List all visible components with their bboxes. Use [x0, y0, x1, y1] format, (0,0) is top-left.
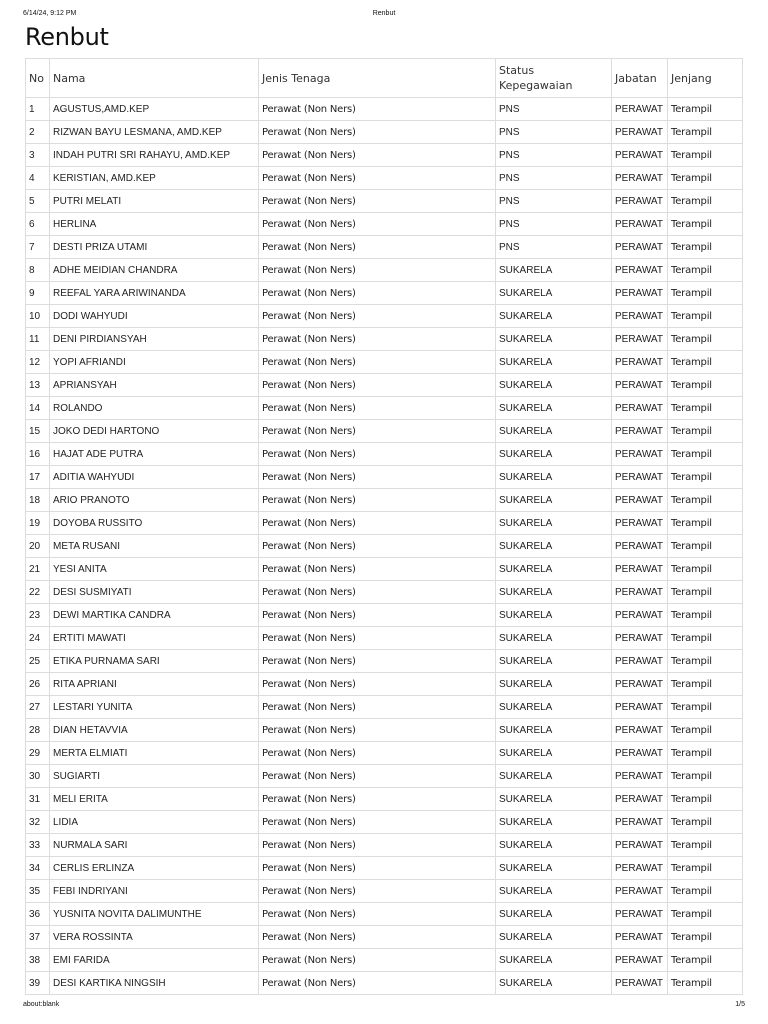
cell-jenis-tenaga: Perawat (Non Ners) [259, 351, 496, 374]
cell-jenjang: Terampil [668, 236, 743, 259]
cell-jabatan: PERAWAT [612, 834, 668, 857]
cell-jenjang: Terampil [668, 696, 743, 719]
cell-status-kepegawaian: PNS [496, 190, 612, 213]
cell-jenis-tenaga: Perawat (Non Ners) [259, 926, 496, 949]
cell-nama: RITA APRIANI [50, 673, 259, 696]
table-row [26, 765, 743, 788]
table-row [26, 903, 743, 926]
cell-no: 20 [26, 535, 50, 558]
cell-status-kepegawaian: SUKARELA [496, 650, 612, 673]
cell-jabatan: PERAWAT [612, 236, 668, 259]
cell-status-kepegawaian: SUKARELA [496, 535, 612, 558]
cell-status-kepegawaian: SUKARELA [496, 949, 612, 972]
cell-status-kepegawaian: SUKARELA [496, 765, 612, 788]
cell-jenis-tenaga: Perawat (Non Ners) [259, 420, 496, 443]
cell-no: 25 [26, 650, 50, 673]
cell-nama: REEFAL YARA ARIWINANDA [50, 282, 259, 305]
cell-jabatan: PERAWAT [612, 949, 668, 972]
cell-status-kepegawaian: SUKARELA [496, 719, 612, 742]
cell-jenjang: Terampil [668, 512, 743, 535]
table-row [26, 167, 743, 190]
cell-status-kepegawaian: PNS [496, 144, 612, 167]
cell-jenjang: Terampil [668, 926, 743, 949]
cell-jenjang: Terampil [668, 834, 743, 857]
cell-nama: MERTA ELMIATI [50, 742, 259, 765]
cell-status-kepegawaian: SUKARELA [496, 581, 612, 604]
cell-nama: EMI FARIDA [50, 949, 259, 972]
cell-jenjang: Terampil [668, 282, 743, 305]
cell-jenis-tenaga: Perawat (Non Ners) [259, 190, 496, 213]
cell-no: 21 [26, 558, 50, 581]
cell-jenjang: Terampil [668, 673, 743, 696]
cell-nama: MELI ERITA [50, 788, 259, 811]
cell-status-kepegawaian: SUKARELA [496, 742, 612, 765]
cell-jabatan: PERAWAT [612, 144, 668, 167]
cell-jabatan: PERAWAT [612, 673, 668, 696]
column-header-jenis-tenaga: Jenis Tenaga [259, 59, 496, 98]
cell-jenis-tenaga: Perawat (Non Ners) [259, 259, 496, 282]
cell-nama: AGUSTUS,AMD.KEP [50, 98, 259, 121]
cell-jabatan: PERAWAT [612, 880, 668, 903]
cell-jenjang: Terampil [668, 351, 743, 374]
table-row [26, 374, 743, 397]
cell-no: 33 [26, 834, 50, 857]
cell-nama: NURMALA SARI [50, 834, 259, 857]
cell-jenjang: Terampil [668, 98, 743, 121]
table-row [26, 535, 743, 558]
table-row [26, 696, 743, 719]
cell-jabatan: PERAWAT [612, 443, 668, 466]
cell-no: 6 [26, 213, 50, 236]
cell-jabatan: PERAWAT [612, 788, 668, 811]
cell-jenjang: Terampil [668, 903, 743, 926]
cell-status-kepegawaian: SUKARELA [496, 972, 612, 995]
cell-jenjang: Terampil [668, 811, 743, 834]
cell-status-kepegawaian: SUKARELA [496, 466, 612, 489]
cell-jabatan: PERAWAT [612, 374, 668, 397]
table-row [26, 719, 743, 742]
cell-nama: LIDIA [50, 811, 259, 834]
cell-status-kepegawaian: PNS [496, 121, 612, 144]
cell-no: 32 [26, 811, 50, 834]
cell-jenis-tenaga: Perawat (Non Ners) [259, 236, 496, 259]
cell-jenis-tenaga: Perawat (Non Ners) [259, 949, 496, 972]
table-row [26, 190, 743, 213]
cell-jabatan: PERAWAT [612, 420, 668, 443]
cell-jenis-tenaga: Perawat (Non Ners) [259, 719, 496, 742]
cell-jabatan: PERAWAT [612, 489, 668, 512]
cell-jenis-tenaga: Perawat (Non Ners) [259, 627, 496, 650]
cell-no: 35 [26, 880, 50, 903]
cell-jenjang: Terampil [668, 443, 743, 466]
table-row [26, 926, 743, 949]
column-header-jabatan: Jabatan [612, 59, 668, 98]
cell-jenis-tenaga: Perawat (Non Ners) [259, 880, 496, 903]
table-row [26, 466, 743, 489]
cell-status-kepegawaian: SUKARELA [496, 880, 612, 903]
table-row [26, 443, 743, 466]
print-date: 6/14/24, 9:12 PM [23, 10, 77, 17]
cell-jenjang: Terampil [668, 880, 743, 903]
cell-status-kepegawaian: PNS [496, 236, 612, 259]
cell-no: 26 [26, 673, 50, 696]
cell-nama: ADHE MEIDIAN CHANDRA [50, 259, 259, 282]
cell-nama: YESI ANITA [50, 558, 259, 581]
cell-jenjang: Terampil [668, 949, 743, 972]
cell-jabatan: PERAWAT [612, 650, 668, 673]
cell-jenis-tenaga: Perawat (Non Ners) [259, 397, 496, 420]
cell-jenis-tenaga: Perawat (Non Ners) [259, 903, 496, 926]
table-row [26, 972, 743, 995]
cell-no: 34 [26, 857, 50, 880]
cell-nama: DOYOBA RUSSITO [50, 512, 259, 535]
cell-no: 37 [26, 926, 50, 949]
cell-jenjang: Terampil [668, 167, 743, 190]
cell-status-kepegawaian: SUKARELA [496, 857, 612, 880]
cell-jabatan: PERAWAT [612, 466, 668, 489]
cell-nama: YUSNITA NOVITA DALIMUNTHE [50, 903, 259, 926]
cell-nama: HERLINA [50, 213, 259, 236]
cell-nama: LESTARI YUNITA [50, 696, 259, 719]
cell-nama: DIAN HETAVVIA [50, 719, 259, 742]
print-header [23, 10, 745, 22]
table-row [26, 949, 743, 972]
cell-jabatan: PERAWAT [612, 259, 668, 282]
page-title: Renbut [25, 23, 109, 51]
table-body [26, 98, 743, 995]
table-row [26, 259, 743, 282]
cell-no: 38 [26, 949, 50, 972]
cell-jenis-tenaga: Perawat (Non Ners) [259, 121, 496, 144]
table-row [26, 305, 743, 328]
cell-jenis-tenaga: Perawat (Non Ners) [259, 558, 496, 581]
print-footer [23, 1001, 745, 1011]
cell-nama: ROLANDO [50, 397, 259, 420]
cell-no: 27 [26, 696, 50, 719]
cell-status-kepegawaian: SUKARELA [496, 834, 612, 857]
cell-nama: DEWI MARTIKA CANDRA [50, 604, 259, 627]
column-header-nama: Nama [50, 59, 259, 98]
table-row [26, 397, 743, 420]
cell-no: 16 [26, 443, 50, 466]
table-row [26, 98, 743, 121]
table-row [26, 282, 743, 305]
cell-jabatan: PERAWAT [612, 213, 668, 236]
cell-no: 29 [26, 742, 50, 765]
cell-status-kepegawaian: SUKARELA [496, 374, 612, 397]
cell-status-kepegawaian: SUKARELA [496, 673, 612, 696]
cell-nama: JOKO DEDI HARTONO [50, 420, 259, 443]
cell-no: 13 [26, 374, 50, 397]
cell-jabatan: PERAWAT [612, 535, 668, 558]
cell-jenjang: Terampil [668, 489, 743, 512]
cell-jenis-tenaga: Perawat (Non Ners) [259, 673, 496, 696]
cell-jenjang: Terampil [668, 742, 743, 765]
table-row [26, 742, 743, 765]
cell-jenjang: Terampil [668, 305, 743, 328]
cell-jabatan: PERAWAT [612, 305, 668, 328]
cell-jabatan: PERAWAT [612, 765, 668, 788]
cell-status-kepegawaian: SUKARELA [496, 259, 612, 282]
cell-no: 24 [26, 627, 50, 650]
column-header-jenjang: Jenjang [668, 59, 743, 98]
cell-jenis-tenaga: Perawat (Non Ners) [259, 328, 496, 351]
cell-nama: APRIANSYAH [50, 374, 259, 397]
cell-jenjang: Terampil [668, 328, 743, 351]
cell-jenjang: Terampil [668, 213, 743, 236]
cell-jabatan: PERAWAT [612, 742, 668, 765]
table-row [26, 627, 743, 650]
cell-jenjang: Terampil [668, 190, 743, 213]
cell-no: 14 [26, 397, 50, 420]
cell-jabatan: PERAWAT [612, 98, 668, 121]
cell-jenis-tenaga: Perawat (Non Ners) [259, 972, 496, 995]
column-header-status-kepegawaian: Status Kepegawaian [496, 59, 612, 98]
cell-jenis-tenaga: Perawat (Non Ners) [259, 374, 496, 397]
cell-jabatan: PERAWAT [612, 627, 668, 650]
cell-jabatan: PERAWAT [612, 972, 668, 995]
cell-no: 5 [26, 190, 50, 213]
table-row [26, 328, 743, 351]
table-row [26, 489, 743, 512]
cell-nama: HAJAT ADE PUTRA [50, 443, 259, 466]
cell-jenis-tenaga: Perawat (Non Ners) [259, 788, 496, 811]
cell-status-kepegawaian: SUKARELA [496, 558, 612, 581]
table-row [26, 788, 743, 811]
cell-jenjang: Terampil [668, 397, 743, 420]
cell-status-kepegawaian: SUKARELA [496, 282, 612, 305]
cell-jenis-tenaga: Perawat (Non Ners) [259, 512, 496, 535]
table-row [26, 581, 743, 604]
cell-nama: ETIKA PURNAMA SARI [50, 650, 259, 673]
page-number: 1/5 [735, 1001, 745, 1008]
cell-nama: DESTI PRIZA UTAMI [50, 236, 259, 259]
cell-no: 7 [26, 236, 50, 259]
staff-table [25, 58, 743, 995]
cell-jenis-tenaga: Perawat (Non Ners) [259, 696, 496, 719]
cell-no: 23 [26, 604, 50, 627]
cell-jenjang: Terampil [668, 581, 743, 604]
table-header-row [26, 59, 743, 98]
cell-status-kepegawaian: SUKARELA [496, 811, 612, 834]
table-row [26, 420, 743, 443]
cell-jenis-tenaga: Perawat (Non Ners) [259, 811, 496, 834]
cell-jenis-tenaga: Perawat (Non Ners) [259, 834, 496, 857]
cell-no: 36 [26, 903, 50, 926]
table-row [26, 213, 743, 236]
cell-nama: META RUSANI [50, 535, 259, 558]
cell-jenis-tenaga: Perawat (Non Ners) [259, 98, 496, 121]
cell-jabatan: PERAWAT [612, 857, 668, 880]
cell-status-kepegawaian: SUKARELA [496, 512, 612, 535]
cell-nama: VERA ROSSINTA [50, 926, 259, 949]
cell-no: 1 [26, 98, 50, 121]
cell-jenis-tenaga: Perawat (Non Ners) [259, 144, 496, 167]
cell-no: 19 [26, 512, 50, 535]
cell-jenis-tenaga: Perawat (Non Ners) [259, 765, 496, 788]
cell-jabatan: PERAWAT [612, 926, 668, 949]
cell-jenjang: Terampil [668, 857, 743, 880]
cell-nama: ADITIA WAHYUDI [50, 466, 259, 489]
cell-no: 18 [26, 489, 50, 512]
table-row [26, 351, 743, 374]
table-row [26, 144, 743, 167]
cell-no: 10 [26, 305, 50, 328]
cell-jenis-tenaga: Perawat (Non Ners) [259, 742, 496, 765]
column-header-no: No [26, 59, 50, 98]
cell-status-kepegawaian: SUKARELA [496, 420, 612, 443]
cell-jabatan: PERAWAT [612, 903, 668, 926]
cell-status-kepegawaian: SUKARELA [496, 627, 612, 650]
table-row [26, 857, 743, 880]
cell-jenjang: Terampil [668, 535, 743, 558]
cell-nama: SUGIARTI [50, 765, 259, 788]
print-url: about:blank [23, 1001, 60, 1008]
cell-no: 30 [26, 765, 50, 788]
cell-nama: DENI PIRDIANSYAH [50, 328, 259, 351]
cell-no: 3 [26, 144, 50, 167]
cell-nama: DESI KARTIKA NINGSIH [50, 972, 259, 995]
cell-nama: PUTRI MELATI [50, 190, 259, 213]
cell-jenjang: Terampil [668, 604, 743, 627]
cell-status-kepegawaian: SUKARELA [496, 926, 612, 949]
cell-jenjang: Terampil [668, 121, 743, 144]
table-row [26, 834, 743, 857]
cell-no: 17 [26, 466, 50, 489]
cell-status-kepegawaian: PNS [496, 167, 612, 190]
cell-no: 12 [26, 351, 50, 374]
cell-nama: FEBI INDRIYANI [50, 880, 259, 903]
cell-jenis-tenaga: Perawat (Non Ners) [259, 466, 496, 489]
cell-jabatan: PERAWAT [612, 512, 668, 535]
table-row [26, 880, 743, 903]
cell-jenjang: Terampil [668, 558, 743, 581]
cell-jenis-tenaga: Perawat (Non Ners) [259, 604, 496, 627]
cell-jenjang: Terampil [668, 144, 743, 167]
cell-jenjang: Terampil [668, 719, 743, 742]
table-row [26, 604, 743, 627]
cell-no: 31 [26, 788, 50, 811]
cell-jenis-tenaga: Perawat (Non Ners) [259, 857, 496, 880]
cell-jenjang: Terampil [668, 259, 743, 282]
cell-status-kepegawaian: SUKARELA [496, 696, 612, 719]
cell-no: 2 [26, 121, 50, 144]
cell-jenjang: Terampil [668, 466, 743, 489]
cell-nama: INDAH PUTRI SRI RAHAYU, AMD.KEP [50, 144, 259, 167]
cell-status-kepegawaian: SUKARELA [496, 443, 612, 466]
table-row [26, 512, 743, 535]
cell-nama: RIZWAN BAYU LESMANA, AMD.KEP [50, 121, 259, 144]
cell-jabatan: PERAWAT [612, 121, 668, 144]
cell-no: 8 [26, 259, 50, 282]
cell-jenis-tenaga: Perawat (Non Ners) [259, 282, 496, 305]
cell-jenis-tenaga: Perawat (Non Ners) [259, 535, 496, 558]
cell-nama: CERLIS ERLINZA [50, 857, 259, 880]
cell-jenis-tenaga: Perawat (Non Ners) [259, 443, 496, 466]
table-row [26, 811, 743, 834]
cell-status-kepegawaian: PNS [496, 213, 612, 236]
cell-status-kepegawaian: SUKARELA [496, 305, 612, 328]
cell-jabatan: PERAWAT [612, 811, 668, 834]
cell-status-kepegawaian: SUKARELA [496, 397, 612, 420]
cell-no: 4 [26, 167, 50, 190]
cell-jenjang: Terampil [668, 765, 743, 788]
cell-no: 9 [26, 282, 50, 305]
cell-jenis-tenaga: Perawat (Non Ners) [259, 305, 496, 328]
cell-jabatan: PERAWAT [612, 282, 668, 305]
cell-jabatan: PERAWAT [612, 351, 668, 374]
cell-jabatan: PERAWAT [612, 190, 668, 213]
cell-nama: ARIO PRANOTO [50, 489, 259, 512]
cell-jenjang: Terampil [668, 972, 743, 995]
print-document-title: Renbut [372, 10, 396, 17]
cell-jabatan: PERAWAT [612, 696, 668, 719]
cell-jabatan: PERAWAT [612, 558, 668, 581]
cell-jenjang: Terampil [668, 374, 743, 397]
cell-nama: YOPI AFRIANDI [50, 351, 259, 374]
cell-no: 22 [26, 581, 50, 604]
cell-no: 11 [26, 328, 50, 351]
cell-no: 39 [26, 972, 50, 995]
cell-jabatan: PERAWAT [612, 167, 668, 190]
cell-status-kepegawaian: SUKARELA [496, 788, 612, 811]
table-row [26, 558, 743, 581]
cell-status-kepegawaian: SUKARELA [496, 351, 612, 374]
cell-jenis-tenaga: Perawat (Non Ners) [259, 489, 496, 512]
cell-jenjang: Terampil [668, 420, 743, 443]
cell-jabatan: PERAWAT [612, 328, 668, 351]
cell-status-kepegawaian: PNS [496, 98, 612, 121]
cell-status-kepegawaian: SUKARELA [496, 604, 612, 627]
cell-nama: KERISTIAN, AMD.KEP [50, 167, 259, 190]
table-row [26, 650, 743, 673]
cell-jenjang: Terampil [668, 627, 743, 650]
cell-status-kepegawaian: SUKARELA [496, 489, 612, 512]
cell-nama: DODI WAHYUDI [50, 305, 259, 328]
cell-jabatan: PERAWAT [612, 397, 668, 420]
cell-jabatan: PERAWAT [612, 581, 668, 604]
cell-jenis-tenaga: Perawat (Non Ners) [259, 213, 496, 236]
cell-jenis-tenaga: Perawat (Non Ners) [259, 167, 496, 190]
cell-jenis-tenaga: Perawat (Non Ners) [259, 650, 496, 673]
cell-nama: DESI SUSMIYATI [50, 581, 259, 604]
cell-status-kepegawaian: SUKARELA [496, 328, 612, 351]
cell-nama: ERTITI MAWATI [50, 627, 259, 650]
cell-jabatan: PERAWAT [612, 719, 668, 742]
cell-jenis-tenaga: Perawat (Non Ners) [259, 581, 496, 604]
cell-no: 28 [26, 719, 50, 742]
cell-status-kepegawaian: SUKARELA [496, 903, 612, 926]
table-row [26, 236, 743, 259]
cell-jenjang: Terampil [668, 650, 743, 673]
table-row [26, 673, 743, 696]
cell-no: 15 [26, 420, 50, 443]
cell-jabatan: PERAWAT [612, 604, 668, 627]
table-row [26, 121, 743, 144]
cell-jenjang: Terampil [668, 788, 743, 811]
